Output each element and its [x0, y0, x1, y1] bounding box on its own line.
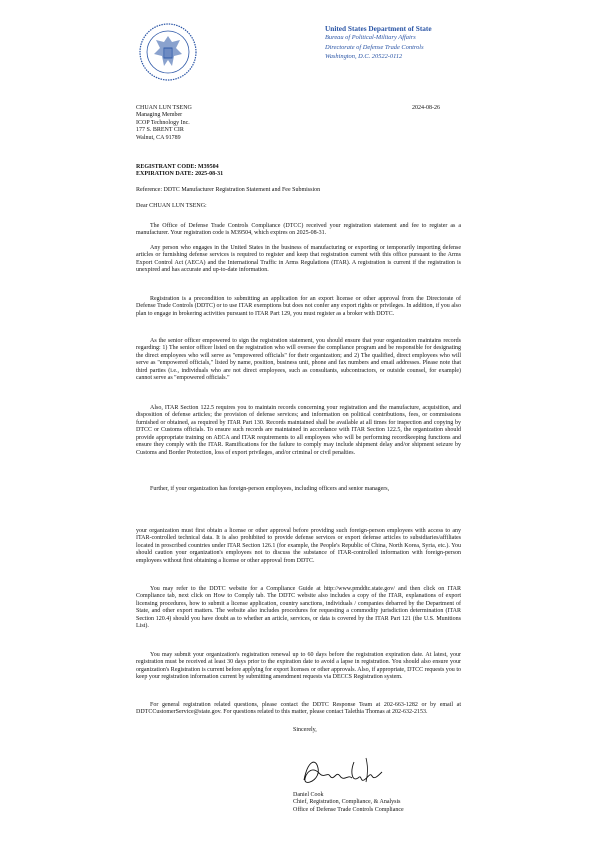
- recipient-company: ICOP Technology Inc.: [136, 119, 190, 126]
- body-paragraph: You may refer to the DDTC website for a Compliance Guide at http://www.pmddtc.state.gov/ and then click on ITAR Compliance tab, next click on How to Comply tab. The DDTC website also includes a copy of the ITAR, explanations of export licensing procedures, how to submit a license application, country sanctions, individuals / companies debarred by the Department of State, and other export matters. The website also includes procedures for requesting a commodity jurisdiction determination (ITAR Section 120.4) should you have doubt as to whether an article, services, or data is covered by the ITAR Part 121 (the U.S. Munitions List).: [136, 586, 461, 630]
- recipient-city: Walnut, CA 91789: [136, 134, 181, 141]
- directorate-name: Directorate of Defense Trade Controls: [325, 43, 424, 51]
- body-paragraph: Further, if your organization has foreign-person employees, including officers and senior managers,: [150, 486, 390, 492]
- closing: Sincerely,: [293, 727, 317, 733]
- signer-title: Chief, Registration, Compliance, & Analysis: [293, 799, 401, 806]
- recipient-title: Managing Member: [136, 112, 183, 119]
- bureau-name: Bureau of Political-Military Affairs: [325, 34, 416, 42]
- expiration-date: EXPIRATION DATE: 2025-08-31: [136, 171, 224, 178]
- signer-office: Office of Defense Trade Controls Compliance: [293, 806, 404, 813]
- registrant-code: REGISTRANT CODE: M39504: [136, 164, 219, 170]
- reference-line: Reference: DDTC Manufacturer Registration Statement and Fee Submission: [136, 187, 321, 193]
- body-paragraph: Also, ITAR Section 122.5 requires you to maintain records concerning your registration and the manufacture, acquisition, and disposition of defense articles; the provision of defense services; and information on political contributions, fees, or commissions furnished or obtained, as required by ITAR Part 130. Records maintained shall be available at all times for inspection and copying by DTCC or Customs officials. To ensure such records are maintained in accordance with ITAR Section 122.5, the organization should provide appropriate training on AECA and ITAR requirements to all employees who will be performing recordkeeping functions and ensure they comply with the ITAR. Ramifications for the failure to comply may include shipment delay and/or shipment seizure by Customs and Border Protection, loss of export privileges, and/or criminal or civil penalties.: [136, 405, 461, 456]
- registration-info: [136, 164, 223, 179]
- letterhead: [325, 24, 432, 62]
- handwritten-signature: [298, 752, 388, 790]
- salutation: Dear CHUAN LUN TSENG:: [136, 203, 207, 209]
- body-paragraph: Registration is a precondition to submitting an application for an export license or other approval from the Directorate of Defense Trade Controls (DDTC) or to use ITAR exemptions but does not confer any export rights or privileges. In addition, if you also plan to engage in brokering activities pursuant to ITAR Part 129, you must register as a broker with DDTC.: [136, 296, 461, 317]
- body-paragraph: Any person who engages in the United States in the business of manufacturing or exporting or temporarily importing defense articles or furnishing defense services is required to register and keep that registration current with this office pursuant to the Arms Export Control Act (AECA) and the International Traffic in Arms Regulations (ITAR). A registration is current if the registration is unexpired and has accurate and up-to-date information.: [136, 245, 461, 274]
- recipient-street: 177 S. BRENT CIR: [136, 127, 184, 134]
- state-department-seal: [138, 22, 198, 82]
- office-city: Washington, D.C. 20522-0112: [325, 53, 403, 61]
- letter-date: 2024-08-26: [412, 105, 440, 111]
- recipient-address: [136, 105, 192, 142]
- department-name: United States Department of State: [325, 24, 432, 33]
- body-paragraph: You may submit your organization's registration renewal up to 60 days before the registration expiration date. At latest, your registration must be received at least 30 days prior to the expiration date to avoid a lapse in registration. You should also ensure your organization's Registration is current before applying for export licenses or other approvals. Also, if appropriate, DTCC requests you to keep your registration information current by submitting amendment requests via DECCS Registration system.: [136, 652, 461, 681]
- body-paragraph-continued: your organization must first obtain a license or other approval before providing such foreign-person employees with access to any ITAR-controlled technical data. It is also prohibited to provide defense services or export defense articles to subsidiaries/affiliates located in proscribed countries under ITAR Section 126.1 (for example, the People's Republic of China, North Korea, Syria, etc.). You should caution your organization's employees not to discuss the substance of ITAR-controlled information with foreign-person employees without first obtaining a license or other approval from DDTC.: [136, 528, 461, 564]
- body-paragraph: For general registration related questions, please contact the DDTC Response Team at 202-663-1282 or by email at DDTCCustomerService@state.gov. For questions related to this matter, please contact Talethia Thomas at 202-632-2153.: [136, 702, 461, 716]
- body-paragraph: The Office of Defense Trade Controls Compliance (DTCC) received your registration statement and fee to register as a manufacturer. Your registration code is M39504, which expires on 2025-08-31.: [136, 223, 461, 237]
- recipient-name: CHUAN LUN TSENG: [136, 105, 192, 111]
- signer-name: Daniel Cook: [293, 792, 324, 798]
- signer-block: [293, 792, 404, 814]
- body-paragraph: As the senior officer empowered to sign the registration statement, you should ensure that your organization maintains records regarding: 1) The senior officer listed on the registration who will oversee the compliance program and be responsible for designating the direct employees who will serve as "empowered officials" for their organization; and 2) The qualified, direct employees who will serve as "empowered officials," listed by name, position, business unit, phone and fax numbers and email addresses. Please note that third parties (i.e., individuals who are not direct employees, such as consultants, subcontractors, or outside counsel, for example) cannot serve as "empowered officials.": [136, 338, 461, 382]
